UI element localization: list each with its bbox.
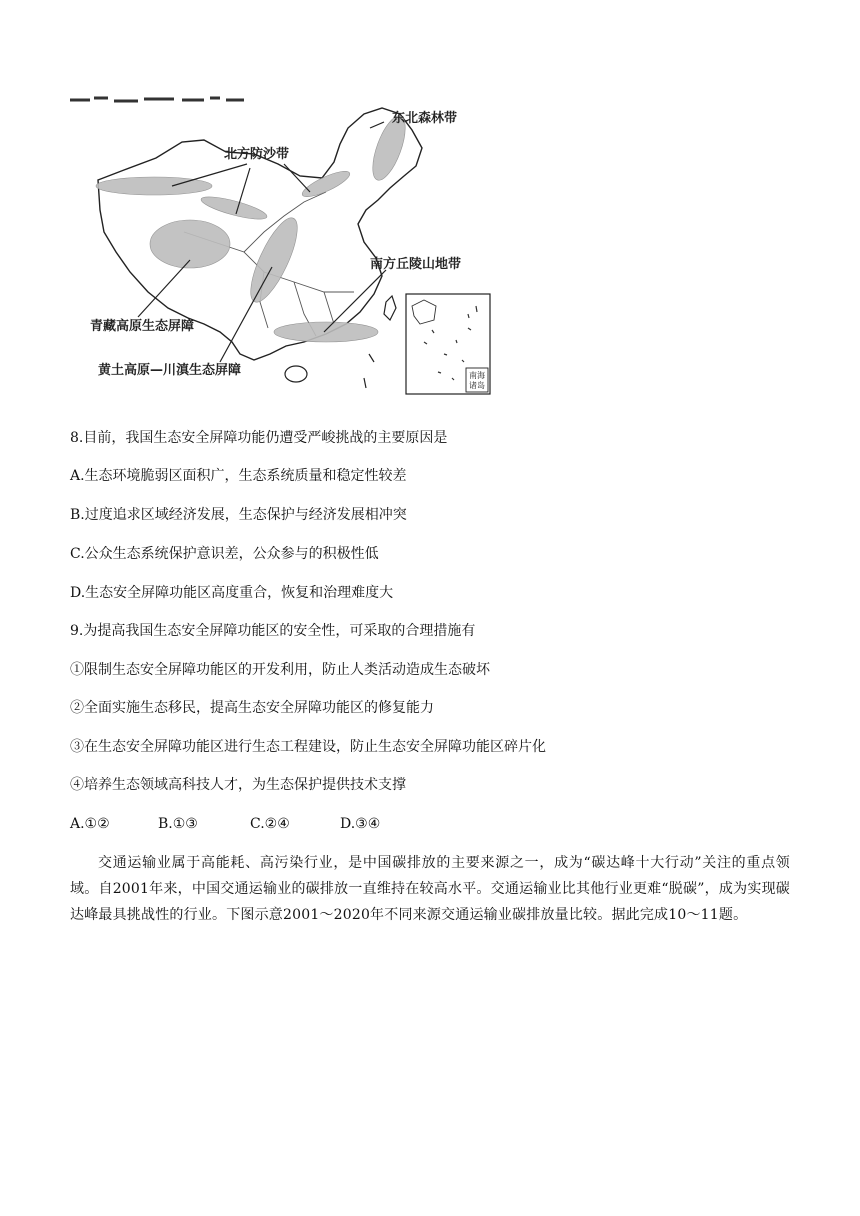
passage-transport-carbon: 交通运输业属于高能耗、高污染行业，是中国碳排放的主要来源之一，成为“碳达峰十大行动”关注的重点领域。自2001年来，中国交通运输业的碳排放一直维持在较高水平。交通运输业比其他行业更难“脱碳”，成为实现碳达峰最具挑战性的行业。下图示意2001～2020年不同来源交通运输业碳排放量比较。据此完成10～11题。	[70, 855, 790, 923]
taiwan-island	[384, 296, 396, 320]
question-8-option-a: A.生态环境脆弱区面积广，生态系统质量和稳定性较差	[70, 468, 407, 484]
hainan-island	[285, 366, 307, 382]
ecological-barrier-map	[64, 92, 496, 397]
southern-hills-belt	[274, 322, 378, 342]
label-southern-hills-belt: 南方丘陵山地带	[370, 257, 462, 272]
question-8-option-c: C.公众生态系统保护意识差，公众参与的积极性低	[70, 546, 379, 562]
south-china-sea-inset	[406, 294, 490, 394]
inset-label-line1: 南海	[469, 371, 485, 380]
question-9-item-3: ③在生态安全屏障功能区进行生态工程建设，防止生态安全屏障功能区碎片化	[70, 739, 546, 755]
question-9-item-1: ①限制生态安全屏障功能区的开发利用，防止人类活动造成生态破坏	[70, 662, 490, 678]
question-9-item-2: ②全面实施生态移民，提高生态安全屏障功能区的修复能力	[70, 700, 434, 716]
question-9-choice-d: D.③④	[340, 816, 381, 832]
question-9-stem: 9.为提高我国生态安全屏障功能区的安全性，可采取的合理措施有	[70, 623, 476, 639]
question-9-choices	[70, 814, 380, 834]
label-northeast-forest-belt: 东北森林带	[392, 111, 458, 126]
question-9-choice-a: A.①②	[70, 816, 110, 832]
question-9-choice-c: C.②④	[250, 816, 290, 832]
question-8-stem: 8.目前，我国生态安全屏障功能仍遭受严峻挑战的主要原因是	[70, 430, 448, 446]
label-loess-barrier: 黄土高原—川滇生态屏障	[98, 363, 242, 378]
label-north-sand-belt: 北方防沙带	[224, 147, 290, 162]
question-9-item-4: ④培养生态领域高科技人才，为生态保护提供技术支撑	[70, 777, 406, 793]
islands-dashes	[364, 354, 374, 388]
internal-boundary	[324, 292, 334, 324]
label-qinghai-tibet-barrier: 青藏高原生态屏障	[90, 319, 195, 334]
question-9-choice-b: B.①③	[158, 816, 198, 832]
inset-label-line2: 诸岛	[469, 381, 485, 390]
question-8-option-b: B.过度追求区域经济发展，生态保护与经济发展相冲突	[70, 507, 407, 523]
question-8-option-d: D.生态安全屏障功能区高度重合，恢复和治理难度大	[70, 585, 394, 601]
north-sand-belt-middle	[199, 192, 268, 223]
